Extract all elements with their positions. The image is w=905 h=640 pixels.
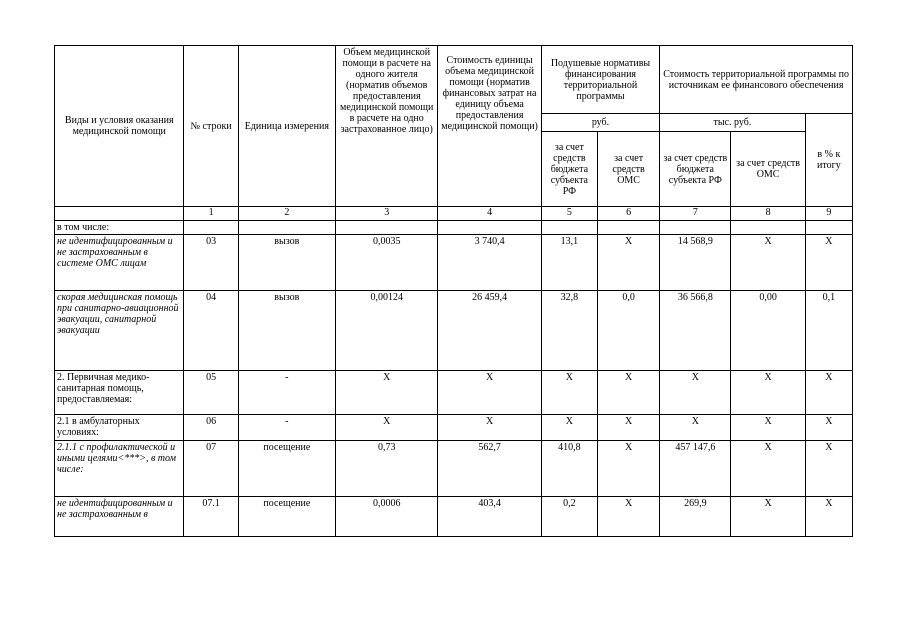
row-cost: 403,4 [438, 497, 541, 537]
header-cost: Стоимость единицы объема медицинской помощи (норматив финансовых затрат на единицу объема предоставления медицинской помощи) [438, 46, 541, 207]
row-budget-rub: 410,8 [541, 441, 597, 497]
row-unit: вызов [238, 235, 335, 291]
header-types: Виды и условия оказания медицинской помощи [55, 46, 184, 207]
header-oms-rub: за счет средств ОМС [597, 132, 659, 207]
row-budget-thous: 269,9 [660, 497, 731, 537]
header-budget-rub: за счет средств бюджета субъекта РФ [541, 132, 597, 207]
row-oms-thous: X [731, 497, 805, 537]
row-budget-thous: 36 566,8 [660, 291, 731, 371]
column-number-row [55, 207, 853, 221]
row-budget-rub [541, 221, 597, 235]
row-budget-rub: 0,2 [541, 497, 597, 537]
row-budget-thous: X [660, 371, 731, 415]
row-oms-rub: X [597, 235, 659, 291]
column-number: 8 [731, 207, 805, 221]
row-number [184, 221, 238, 235]
header-thous-rub: тыс. руб. [660, 114, 806, 132]
row-label: скорая медицинская помощь при санитарно-авиационной эвакуации, санитарной эвакуации [57, 292, 179, 336]
row-percent: X [805, 235, 852, 291]
row-budget-thous: X [660, 415, 731, 441]
table-row [55, 221, 853, 235]
header-oms-thous: за счет средств ОМС [731, 132, 805, 207]
row-number: 03 [184, 235, 238, 291]
row-budget-rub: 13,1 [541, 235, 597, 291]
row-oms-rub: X [597, 497, 659, 537]
row-budget-rub: X [541, 415, 597, 441]
row-oms-rub: X [597, 441, 659, 497]
row-oms-rub: X [597, 371, 659, 415]
column-number: 6 [597, 207, 659, 221]
row-label: 2. Первичная медико-санитарная помощь, предоставляемая: [55, 371, 184, 415]
row-unit [238, 221, 335, 235]
row-unit: посещение [238, 441, 335, 497]
row-volume: X [336, 371, 438, 415]
table-row [55, 371, 853, 415]
row-unit: вызов [238, 291, 335, 371]
row-budget-thous: 14 568,9 [660, 235, 731, 291]
row-volume: 0,0035 [336, 235, 438, 291]
row-oms-rub [597, 221, 659, 235]
header-per-capita: Подушевые нормативы финансирования территориальной программы [541, 46, 659, 114]
row-unit: посещение [238, 497, 335, 537]
row-volume: 0,73 [336, 441, 438, 497]
row-volume: 0,0006 [336, 497, 438, 537]
table-row [55, 235, 853, 291]
row-number: 07 [184, 441, 238, 497]
row-percent: X [805, 441, 852, 497]
row-label: не идентифицированным и не застрахованным в [57, 498, 173, 520]
row-budget-thous: 457 147,6 [660, 441, 731, 497]
row-oms-thous: X [731, 235, 805, 291]
row-cost: X [438, 371, 541, 415]
row-volume [336, 221, 438, 235]
row-volume: 0,00124 [336, 291, 438, 371]
column-number: 3 [336, 207, 438, 221]
column-number: 1 [184, 207, 238, 221]
document-page [54, 45, 853, 537]
row-percent: X [805, 415, 852, 441]
header-unit: Единица измерения [238, 46, 335, 207]
row-percent: 0,1 [805, 291, 852, 371]
row-volume: X [336, 415, 438, 441]
row-oms-thous [731, 221, 805, 235]
row-cost: 26 459,4 [438, 291, 541, 371]
header-row-number: № строки [184, 46, 238, 207]
row-budget-rub: X [541, 371, 597, 415]
row-unit: - [238, 415, 335, 441]
row-cost: 3 740,4 [438, 235, 541, 291]
column-number: 5 [541, 207, 597, 221]
row-budget-thous [660, 221, 731, 235]
row-label: 2.1 в амбулаторных условиях: [55, 415, 184, 441]
row-cost: 562,7 [438, 441, 541, 497]
column-number: 7 [660, 207, 731, 221]
row-budget-rub: 32,8 [541, 291, 597, 371]
row-oms-rub: 0,0 [597, 291, 659, 371]
row-label: не идентифицированным и не застрахованным в системе ОМС лицам [57, 236, 173, 269]
header-volume: Объем медицинской помощи в расчете на одного жителя (норматив объемов предоставления медицинской помощи в расчете на одно застрахованное лицо) [336, 46, 438, 207]
row-percent [805, 221, 852, 235]
table-row [55, 415, 853, 441]
row-label: 2.1.1 с профилактической и иными целями<***>, в том числе: [55, 441, 184, 497]
column-number: 4 [438, 207, 541, 221]
row-number: 05 [184, 371, 238, 415]
row-oms-thous: 0,00 [731, 291, 805, 371]
header-percent: в % к итогу [805, 114, 852, 207]
header-program-cost: Стоимость территориальной программы по источникам ее финансового обеспечения [660, 46, 853, 114]
table-row [55, 441, 853, 497]
column-number: 2 [238, 207, 335, 221]
row-number: 06 [184, 415, 238, 441]
table-row [55, 497, 853, 537]
row-oms-thous: X [731, 441, 805, 497]
row-percent: X [805, 371, 852, 415]
row-number: 04 [184, 291, 238, 371]
row-percent: X [805, 497, 852, 537]
row-oms-thous: X [731, 371, 805, 415]
row-cost [438, 221, 541, 235]
header-rub: руб. [541, 114, 659, 132]
header-budget-thous: за счет средств бюджета субъекта РФ [660, 132, 731, 207]
row-oms-thous: X [731, 415, 805, 441]
program-cost-table [54, 45, 853, 537]
row-cost: X [438, 415, 541, 441]
column-number: 9 [805, 207, 852, 221]
row-number: 07.1 [184, 497, 238, 537]
table-row [55, 291, 853, 371]
row-label: в том числе: [55, 221, 184, 235]
row-oms-rub: X [597, 415, 659, 441]
column-number [55, 207, 184, 221]
row-unit: - [238, 371, 335, 415]
